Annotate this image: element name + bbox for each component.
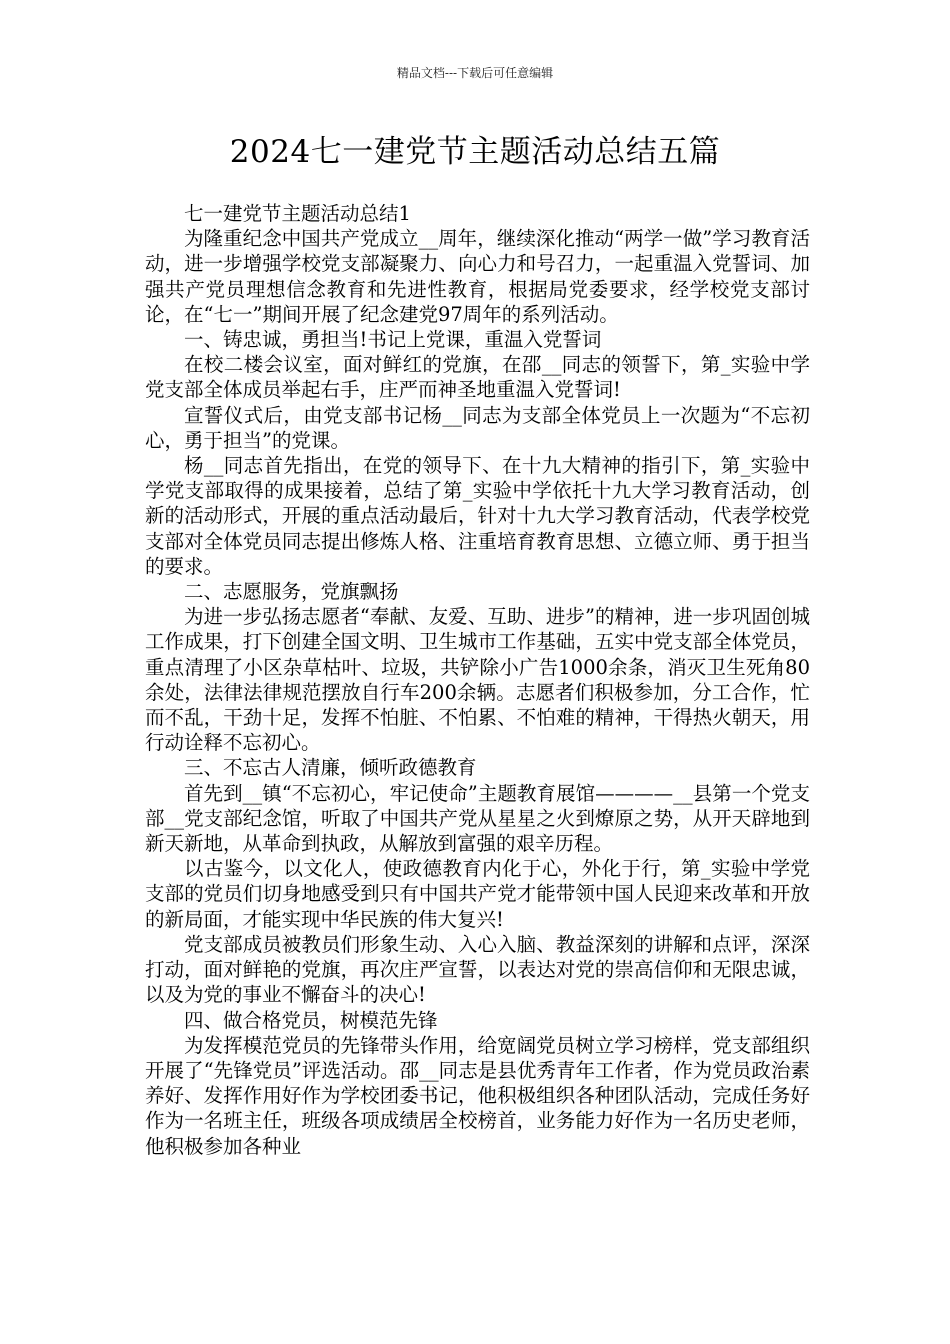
paragraph: 党支部成员被教员们形象生动、入心入脑、教益深刻的讲解和点评，深深打动，面对鲜艳的党旗，再次庄严宣誓，以表达对党的崇高信仰和无限忠诚，以及为党的事业不懈奋斗的决心! xyxy=(145,932,810,1007)
paragraph: 为发挥模范党员的先锋带头作用，给宽阔党员树立学习榜样，党支部组织开展了“先锋党员”评选活动。邵__同志是县优秀青年工作者，作为党员政治素养好、发挥作用好作为学校团委书记，他积极组织各种团队活动，完成任务好作为一名班主任，班级各项成绩居全校榜首，业务能力好作为一名历史老师，他积极参加各种业 xyxy=(145,1033,810,1158)
paragraph: 在校二楼会议室，面对鲜红的党旗，在邵__同志的领誓下，第_实验中学党支部全体成员举起右手，庄严而神圣地重温入党誓词! xyxy=(145,353,810,402)
section-heading: 二、志愿服务，党旗飘扬 xyxy=(184,580,399,604)
document-title: 2024七一建党节主题活动总结五篇 xyxy=(229,134,721,170)
section-heading: 四、做合格党员，树模范先锋 xyxy=(184,1008,438,1032)
document-body xyxy=(145,201,810,1159)
paragraph: 为隆重纪念中国共产党成立__周年，继续深化推动“两学一做”学习教育活动，进一步增强学校党支部凝聚力、向心力和号召力，一起重温入党誓词、加强共产党员理想信念教育和先进性教育，根据局党委要求，经学校党支部讨论，在“七一”期间开展了纪念建党97周年的系列活动。 xyxy=(145,227,810,326)
section-heading: 三、不忘古人清廉，倾听政德教育 xyxy=(184,756,477,780)
paragraph: 以古鉴今，以文化人，使政德教育内化于心，外化于行，第_实验中学党支部的党员们切身地感受到只有中国共产党才能带领中国人民迎来改革和开放的新局面，才能实现中华民族的伟大复兴! xyxy=(145,857,810,931)
paragraph: 杨__同志首先指出，在党的领导下、在十九大精神的指引下，第_实验中学党支部取得的成果接着，总结了第_实验中学依托十九大学习教育活动，创新的活动形式，开展的重点活动最后，针对十九大学习教育活动，代表学校党支部对全体党员同志提出修炼人格、注重培育教育思想、立德立师、勇于担当的要求。 xyxy=(145,454,810,578)
header-note: 精品文档---下载后可任意编辑 xyxy=(396,66,554,80)
paragraph: 为进一步弘扬志愿者“奉献、友爱、互助、进步”的精神，进一步巩固创城工作成果，打下创建全国文明、卫生城市工作基础，五实中党支部全体党员，重点清理了小区杂草枯叶、垃圾，共铲除小广告1000余条，消灭卫生死角80余处，法律法律规范摆放自行车200余辆。志愿者们积极参加，分工合作，忙而不乱，干劲十足，发挥不怕脏、不怕累、不怕难的精神，干得热火朝天，用行动诠释不忘初心。 xyxy=(145,605,810,755)
paragraph: 宣誓仪式后，由党支部书记杨__同志为支部全体党员上一次题为“不忘初心，勇于担当”的党课。 xyxy=(145,403,810,452)
paragraph: 首先到__镇“不忘初心，牢记使命”主题教育展馆————__县第一个党支部__党支部纪念馆，听取了中国共产党从星星之火到燎原之势，从开天辟地到新天新地，从革命到执政，从解放到富强的艰辛历程。 xyxy=(145,781,810,856)
section-heading: 七一建党节主题活动总结1 xyxy=(184,202,411,225)
section-heading: 一、铸忠诚，勇担当!书记上党课，重温入党誓词 xyxy=(184,328,602,352)
